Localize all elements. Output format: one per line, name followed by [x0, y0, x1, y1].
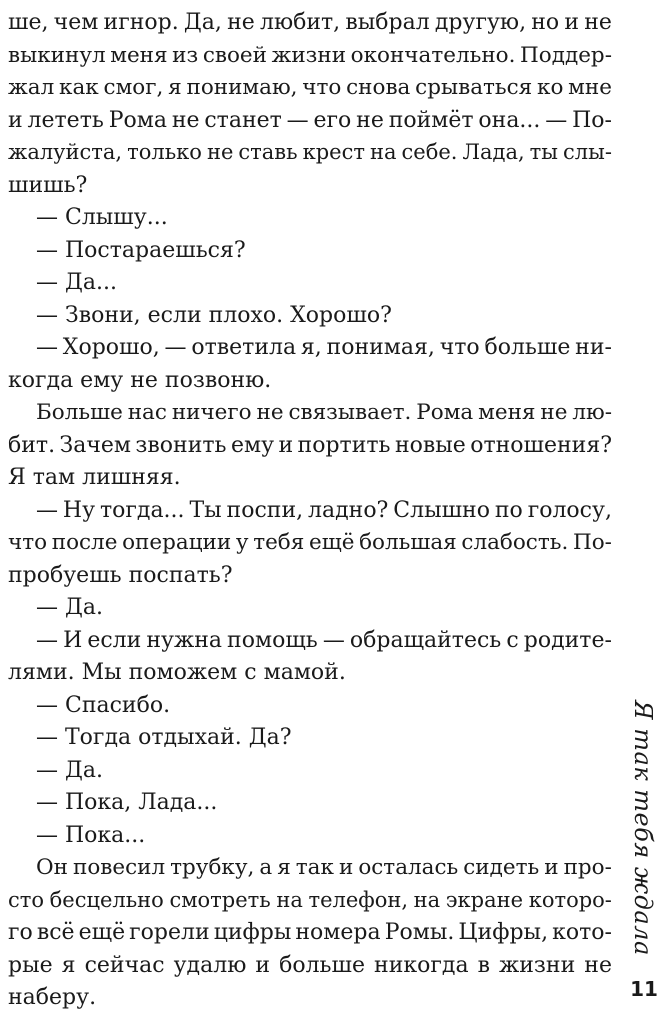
- text-line: и лететь Рома не станет — его не поймёт она... — По-: [8, 107, 612, 133]
- text-line: — Пока...: [36, 822, 146, 848]
- text-line: — Слышу...: [36, 205, 168, 230]
- page-number: 11: [630, 977, 658, 1001]
- text-line: шишь?: [8, 172, 88, 198]
- text-line: Больше нас ничего не связывает. Рома меня не лю-: [36, 400, 612, 425]
- text-line: рые я сейчас удалю и больше никогда в жизни не: [8, 952, 612, 978]
- running-title: [620, 698, 666, 958]
- text-line: наберу.: [8, 985, 97, 1010]
- text-line: — Хорошо, — ответила я, понимая, что больше ни-: [36, 335, 612, 360]
- text-line: лями. Мы поможем с мамой.: [8, 660, 346, 685]
- text-line: жал как смог, я понимаю, что снова срываться ко мне: [8, 75, 612, 100]
- text-line: бит. Зачем звонить ему и портить новые отношения?: [8, 432, 612, 458]
- text-line: пробуешь поспать?: [8, 562, 233, 588]
- text-line: Я там лишняя.: [8, 465, 181, 490]
- text-line: — Ну тогда... Ты поспи, ладно? Слышно по голосу,: [36, 497, 612, 523]
- text-line: выкинул меня из своей жизни окончательно. Поддер-: [8, 42, 612, 68]
- text-line: го всё ещё горели цифры номера Ромы. Цифры, кото-: [8, 920, 612, 945]
- text-line: когда ему не позвоню.: [8, 367, 272, 393]
- text-line: жалуйста, только не ставь крест на себе. Лада, ты слы-: [8, 140, 612, 164]
- text-line: — Звони, если плохо. Хорошо?: [36, 302, 392, 328]
- text-line: — Да...: [36, 270, 117, 295]
- text-line: — И если нужна помощь — обращайтесь с родите-: [36, 627, 612, 653]
- text-line: ше, чем игнор. Да, не любит, выбрал другую, но и не: [8, 10, 612, 35]
- text-line: — Да.: [36, 757, 103, 783]
- running-title-text: Я так тебя ждала: [629, 700, 657, 956]
- text-line: что после операции у тебя ещё большая слабость. По-: [8, 530, 612, 555]
- text-line: Он повесил трубку, а я так и осталась сидеть и про-: [36, 855, 612, 880]
- text-line: — Да.: [36, 595, 103, 620]
- text-line: — Пока, Лада...: [36, 790, 218, 815]
- text-line: — Спасибо.: [36, 692, 171, 718]
- text-line: — Постараешься?: [36, 237, 246, 263]
- text-line: — Тогда отдыхай. Да?: [36, 725, 292, 750]
- text-line: сто бесцельно смотреть на телефон, на экране которо-: [8, 887, 612, 912]
